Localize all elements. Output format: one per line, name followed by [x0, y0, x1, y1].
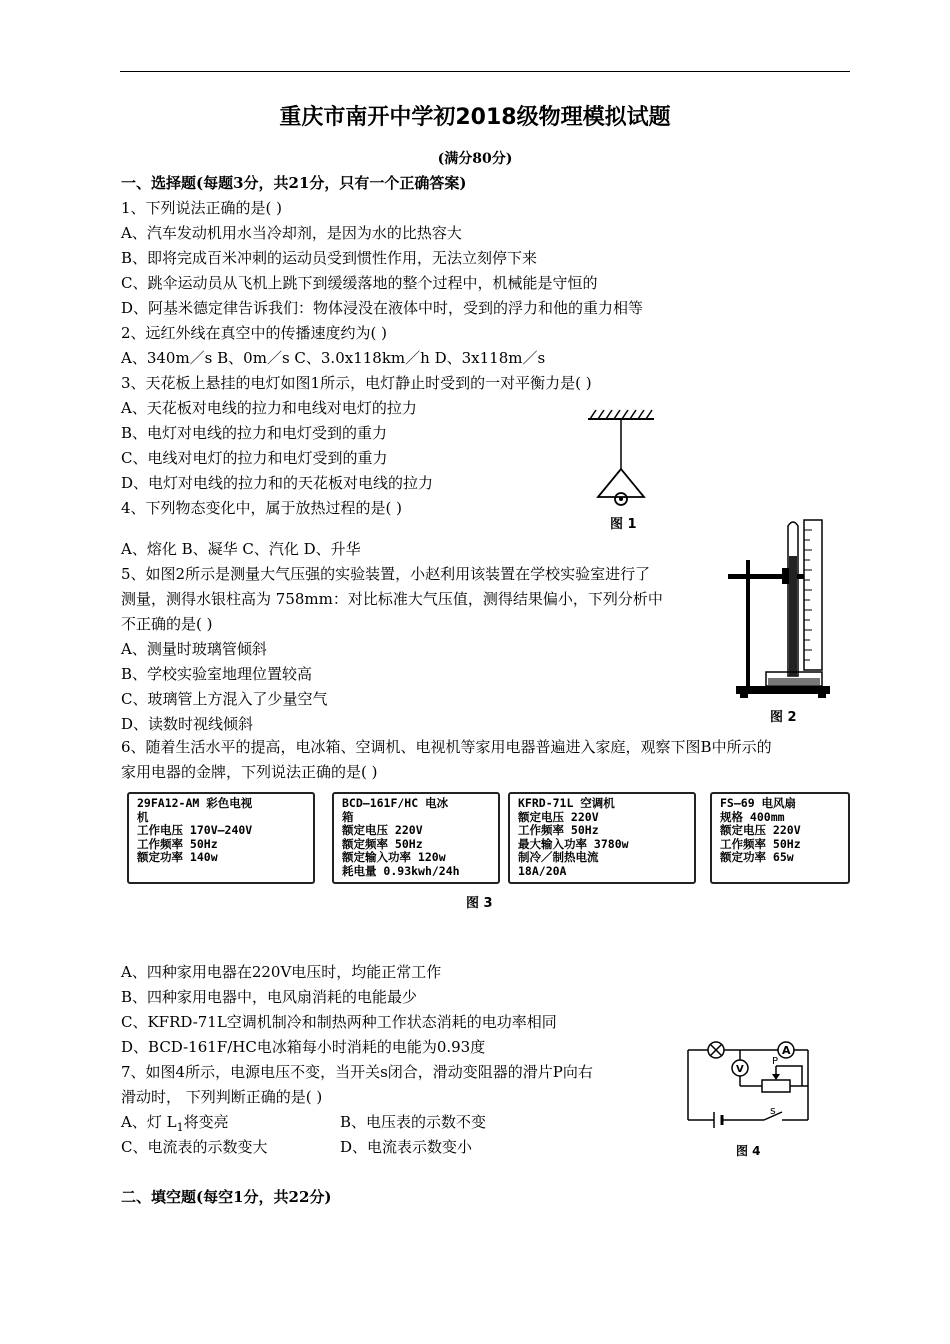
page-title: 重庆市南开中学初2018级物理模拟试题 — [279, 105, 671, 130]
q5-option-a: A、测量时玻璃管倾斜 — [121, 640, 267, 658]
q7-line-2: 滑动时， 下列判断正确的是( ) — [121, 1088, 323, 1106]
circuit-diagram — [684, 1038, 814, 1138]
q5-option-c: C、玻璃管上方混入了少量空气 — [121, 690, 328, 708]
q7-option-b: B、电压表的示数不变 — [340, 1113, 487, 1131]
q6-option-c: C、KFRD-71L空调机制冷和制热两种工作状态消耗的电功率相同 — [121, 1013, 557, 1031]
figure-1-hanging-lamp — [580, 405, 670, 535]
q4-stem: 4、下列物态变化中，属于放热过程的是( ) — [121, 499, 403, 517]
switch-label: s — [770, 1104, 776, 1117]
nameplate-line: 制冷／制热电流 — [518, 850, 599, 864]
nameplate-line: 耗电量 0.93kwh/24h — [342, 863, 460, 878]
q1-option-c: C、跳伞运动员从飞机上跳下到缓缓落地的整个过程中，机械能是守恒的 — [121, 274, 598, 292]
q7-line-1: 7、如图4所示，电源电压不变，当开关s闭合，滑动变阻器的滑片P向右 — [121, 1063, 593, 1081]
figure-4-caption: 图 4 — [736, 1144, 761, 1158]
nameplate-line: 箱 — [342, 809, 354, 824]
q1-option-b: B、即将完成百米冲刺的运动员受到惯性作用，无法立刻停下来 — [121, 249, 538, 267]
q2-stem: 2、远红外线在真空中的传播速度约为( ) — [121, 324, 388, 342]
q7-option-a-subscript: 1 — [176, 1121, 184, 1134]
nameplate-line: 额定电压 220V — [342, 823, 423, 837]
nameplate-line: 18A/20A — [518, 863, 567, 878]
nameplate-line: 工作电压 170V—240V — [137, 823, 253, 837]
nameplate-line: 规格 400mm — [720, 809, 785, 824]
q3-option-d: D、电灯对电线的拉力和的天花板对电线的拉力 — [121, 474, 434, 492]
figure-3-caption: 图 3 — [466, 896, 493, 911]
q3-option-c: C、电线对电灯的拉力和电灯受到的重力 — [121, 449, 388, 467]
figure-1-caption: 图 1 — [610, 517, 637, 532]
nameplate-tv — [127, 792, 315, 884]
nameplate-line: 机 — [137, 809, 149, 824]
nameplate-refrigerator — [332, 792, 500, 884]
nameplate-line: 工作频率 50Hz — [518, 823, 599, 837]
nameplate-electric-fan — [710, 792, 850, 884]
nameplate-air-conditioner — [508, 792, 696, 884]
nameplate-line: 额定功率 140w — [137, 850, 218, 864]
q5-option-d: D、读数时视线倾斜 — [121, 715, 254, 733]
q1-option-d: D、阿基米德定律告诉我们：物体浸没在液体中时，受到的浮力和他的重力相等 — [121, 299, 644, 317]
q1-option-a: A、汽车发动机用水当冷却剂，是因为水的比热容大 — [121, 224, 462, 242]
nameplate-line: 29FA12-AM 彩色电视 — [137, 796, 253, 810]
q6-option-a: A、四种家用电器在220V电压时，均能正常工作 — [121, 963, 442, 981]
figure-2-barometer — [726, 516, 834, 724]
nameplate-line: 额定频率 50Hz — [342, 836, 423, 851]
q7-option-a-rest: 将变亮 — [183, 1113, 229, 1131]
nameplate-line: KFRD-71L 空调机 — [518, 796, 615, 810]
q5-option-b: B、学校实验室地理位置较高 — [121, 665, 313, 683]
q1-stem: 1、下列说法正确的是( ) — [121, 199, 283, 217]
barometer-diagram — [726, 516, 834, 702]
nameplate-line: 最大输入功率 3780w — [518, 836, 629, 851]
slider-label: P — [772, 1056, 779, 1067]
nameplate-line: FS—69 电风扇 — [720, 796, 797, 810]
q7-option-a — [121, 1112, 229, 1138]
q7-option-c: C、电流表的示数变大 — [121, 1138, 268, 1156]
q6-line-1: 6、随着生活水平的提高，电冰箱、空调机、电视机等家用电器普遍进入家庭，观察下图B中所示的 — [121, 738, 772, 756]
section-2-heading: 二、填空题(每空1分，共22分) — [121, 1188, 332, 1206]
q7-option-a-text: A、灯 L — [121, 1113, 177, 1131]
q6-option-d: D、BCD-161F/HC电冰箱每小时消耗的电能为0.93度 — [121, 1038, 486, 1056]
page-subtitle: (满分80分) — [437, 151, 513, 167]
q3-option-b: B、电灯对电线的拉力和电灯受到的重力 — [121, 424, 388, 442]
nameplate-line: 额定输入功率 120w — [342, 850, 446, 864]
top-rule — [120, 71, 850, 72]
q7-option-d: D、电流表示数变小 — [340, 1138, 473, 1156]
q6-option-b: B、四种家用电器中，电风扇消耗的电能最少 — [121, 988, 418, 1006]
q3-option-a: A、天花板对电线的拉力和电线对电灯的拉力 — [121, 399, 417, 417]
nameplate-line: 额定电压 220V — [518, 809, 599, 824]
nameplate-line: BCD—161F/HC 电冰 — [342, 796, 449, 810]
figure-4-circuit — [684, 1038, 814, 1158]
q5-line-1: 5、如图2所示是测量大气压强的实验装置，小赵利用该装置在学校实验室进行了 — [121, 565, 651, 583]
q4-options: A、熔化 B、凝华 C、汽化 D、升华 — [121, 540, 361, 558]
q5-line-2: 测量，测得水银柱高为 758mm：对比标准大气压值，测得结果偏小，下列分析中 — [121, 590, 663, 608]
nameplate-line: 额定功率 65w — [720, 850, 794, 864]
voltmeter-label: V — [736, 1064, 744, 1075]
section-1-heading: 一、选择题(每题3分，共21分，只有一个正确答案) — [121, 174, 467, 192]
q3-stem: 3、天花板上悬挂的电灯如图1所示，电灯静止时受到的一对平衡力是( ) — [121, 374, 592, 392]
ammeter-label: A — [782, 1044, 791, 1057]
q5-line-3: 不正确的是( ) — [121, 615, 213, 633]
nameplate-line: 工作频率 50Hz — [720, 836, 801, 851]
q2-options: A、340m／s B、0m／s C、3.0x118km／h D、3x118m／s — [121, 349, 546, 367]
nameplate-line: 工作频率 50Hz — [137, 836, 218, 851]
figure-2-caption: 图 2 — [770, 710, 797, 725]
q6-line-2: 家用电器的金牌，下列说法正确的是( ) — [121, 763, 378, 781]
nameplate-line: 额定电压 220V — [720, 823, 801, 837]
